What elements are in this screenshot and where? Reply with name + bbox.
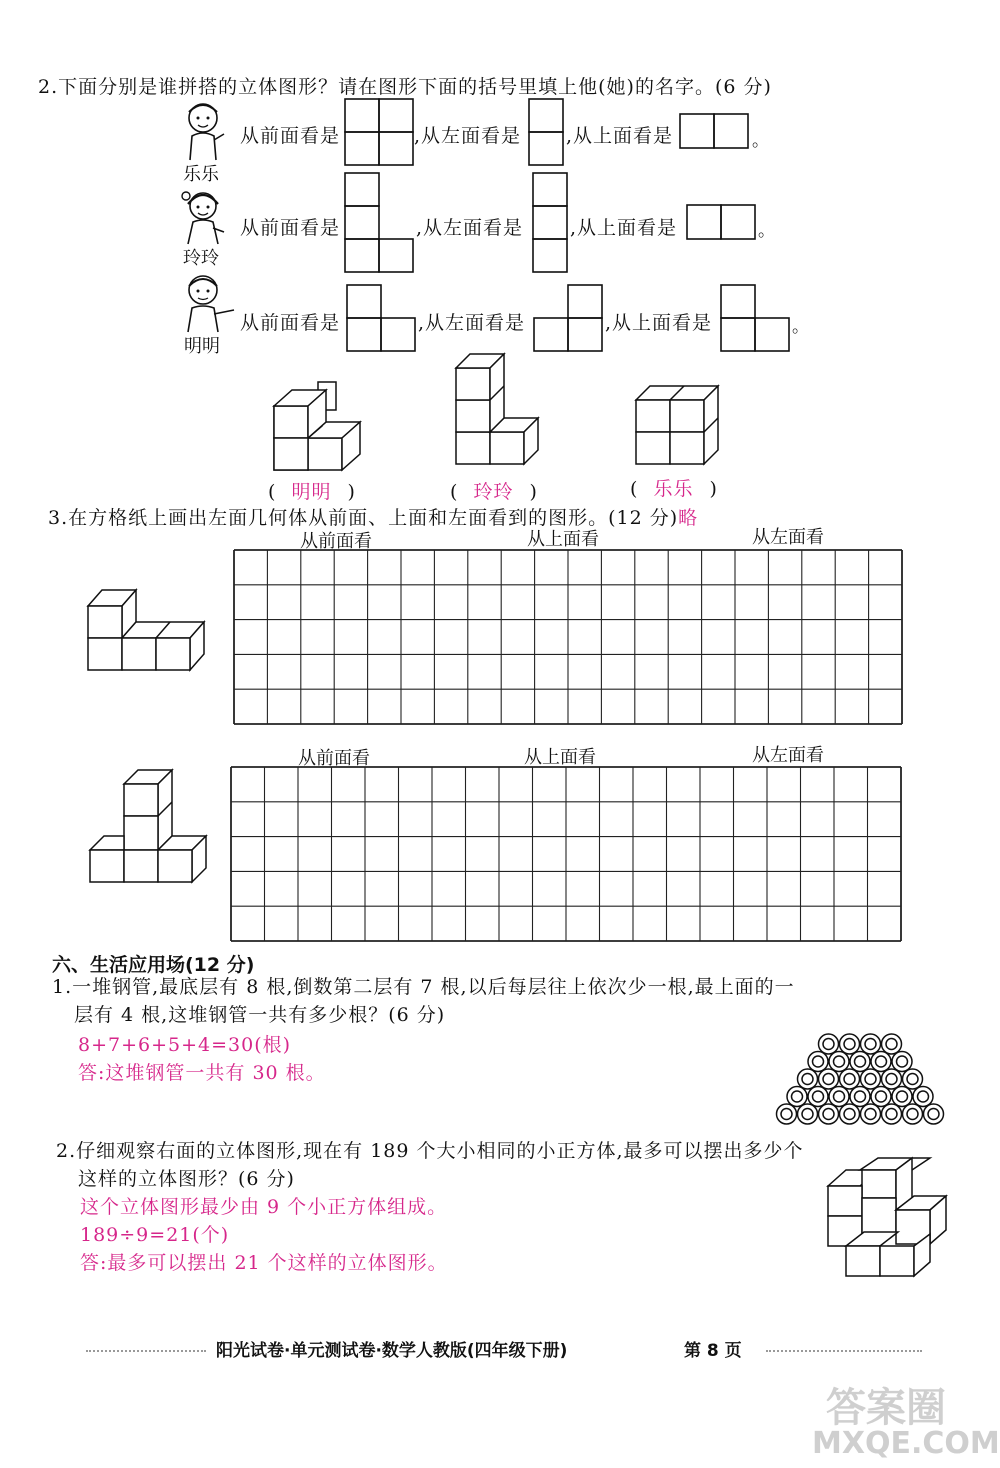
paren-close: ) [529, 481, 537, 503]
grid1-label-left: 从左面看 [752, 527, 824, 548]
s6-q1-answer-1: 8+7+6+5+4=30(根) [78, 1034, 292, 1056]
watermark-logo: 答案圈 [826, 1385, 946, 1431]
q3-shape-1 [86, 586, 206, 672]
steel-pipe [850, 1052, 870, 1072]
steel-pipe [924, 1104, 944, 1124]
steel-pipe [882, 1069, 902, 1089]
mingming-front-view [346, 284, 418, 356]
footer-dots-right [766, 1350, 922, 1352]
steel-pipe [819, 1069, 839, 1089]
lingling-left-label: ,从左面看是 [416, 217, 524, 239]
s6-q2-answer-3: 答:最多可以摆出 21 个这样的立体图形。 [80, 1252, 448, 1274]
steel-pipe [829, 1052, 849, 1072]
s6-q2-line1: 2.仔细观察右面的立体图形,现在有 189 个大小相同的小正方体,最多可以摆出多少个 [56, 1140, 804, 1162]
steel-pipe [861, 1034, 881, 1054]
lele-front-label: 从前面看是 [240, 125, 341, 147]
grid2-label-front: 从前面看 [298, 748, 370, 769]
footer-text: 阳光试卷·单元测试卷·数学人教版(四年级下册) [216, 1341, 568, 1361]
lingling-front-view [344, 172, 416, 276]
child-lingling-icon [178, 188, 228, 246]
grid1-label-front: 从前面看 [300, 531, 372, 552]
mingming-left-view [533, 284, 605, 356]
q3-title [48, 503, 698, 530]
steel-pipe [808, 1052, 828, 1072]
name-lingling: 玲玲 [183, 248, 219, 269]
steel-pipe [798, 1069, 818, 1089]
paren-close: ) [709, 478, 717, 500]
s6-q2-answer-1: 这个立体图形最少由 9 个小正方体组成。 [80, 1196, 448, 1218]
steel-pipe [861, 1104, 881, 1124]
steel-pipe [871, 1087, 891, 1107]
lele-top-label: ,从上面看是 [566, 125, 674, 147]
name-lele: 乐乐 [183, 164, 219, 185]
s6-q1-line1: 1.一堆钢管,最底层有 8 根,倒数第二层有 7 根,以后每层往上依次少一根,最上面的一 [52, 976, 795, 998]
mingming-front-label: 从前面看是 [240, 312, 341, 334]
lingling-front-label: 从前面看是 [240, 217, 341, 239]
steel-pipe [903, 1069, 923, 1089]
steel-pipe [861, 1069, 881, 1089]
q6-2-cube-figure [826, 1158, 950, 1278]
answer-shape-a [268, 477, 355, 504]
steel-pipe [840, 1034, 860, 1054]
steel-pipe-pile [770, 1018, 950, 1128]
steel-pipe [850, 1087, 870, 1107]
lele-end: 。 [752, 131, 769, 151]
paren-open: ( [450, 481, 458, 503]
steel-pipe [840, 1069, 860, 1089]
lele-top-view [679, 113, 751, 151]
grid1-label-top: 从上面看 [527, 529, 599, 550]
steel-pipe [903, 1104, 923, 1124]
lele-left-view [528, 98, 566, 168]
mingming-end: 。 [792, 317, 809, 337]
steel-pipe [819, 1034, 839, 1054]
steel-pipe [798, 1104, 818, 1124]
answer-name-b: 玲玲 [473, 481, 514, 503]
lingling-end: 。 [758, 221, 775, 241]
steel-pipe [840, 1104, 860, 1124]
q3-answer-mark: 略 [678, 507, 699, 529]
drawing-grid-1 [233, 549, 903, 725]
lingling-top-label: ,从上面看是 [570, 217, 678, 239]
name-mingming: 明明 [184, 336, 220, 357]
lingling-top-view [686, 204, 758, 242]
s6-q1-line2: 层有 4 根,这堆钢管一共有多少根？(6 分) [74, 1004, 446, 1026]
answer-shape-c [630, 474, 717, 501]
answer-shape-b [450, 477, 537, 504]
steel-pipe [892, 1052, 912, 1072]
drawing-grid-2 [230, 766, 902, 942]
steel-pipe [819, 1104, 839, 1124]
lingling-left-view [532, 172, 570, 276]
watermark-url: MXQE.COM [812, 1426, 1000, 1461]
section6-heading: 六、生活应用场(12 分) [52, 954, 255, 976]
shape-a-3d [270, 380, 362, 474]
lele-left-label: ,从左面看是 [414, 125, 522, 147]
child-lele-icon [178, 100, 228, 162]
q3-title-text: 3.在方格纸上画出左面几何体从前面、上面和左面看到的图形。(12 分) [48, 507, 679, 529]
q3-shape-2 [88, 766, 210, 886]
lele-front-view [344, 98, 416, 168]
mingming-left-label: ,从左面看是 [418, 312, 526, 334]
mingming-top-label: ,从上面看是 [605, 312, 713, 334]
shape-c-3d [632, 384, 722, 470]
steel-pipe [882, 1104, 902, 1124]
paren-open: ( [268, 481, 276, 503]
shape-b-3d [452, 352, 542, 470]
steel-pipe [787, 1087, 807, 1107]
footer-page-number: 第 8 页 [684, 1341, 742, 1361]
s6-q2-line2: 这样的立体图形？(6 分) [78, 1168, 295, 1190]
paren-open: ( [630, 478, 638, 500]
child-mingming-icon [178, 272, 238, 334]
steel-pipe [777, 1104, 797, 1124]
answer-name-c: 乐乐 [653, 478, 694, 500]
steel-pipe [871, 1052, 891, 1072]
grid2-label-top: 从上面看 [524, 747, 596, 768]
grid2-label-left: 从左面看 [752, 745, 824, 766]
steel-pipe [829, 1087, 849, 1107]
q2-title: 2.下面分别是谁拼搭的立体图形？请在图形下面的括号里填上他(她)的名字。(6 分) [38, 76, 772, 98]
s6-q2-answer-2: 189÷9=21(个) [80, 1224, 230, 1246]
s6-q1-answer-2: 答:这堆钢管一共有 30 根。 [78, 1062, 326, 1084]
steel-pipe [892, 1087, 912, 1107]
footer-dots-left [86, 1350, 206, 1352]
steel-pipe [882, 1034, 902, 1054]
mingming-top-view [720, 284, 792, 356]
steel-pipe [913, 1087, 933, 1107]
paren-close: ) [347, 481, 355, 503]
answer-name-a: 明明 [291, 481, 332, 503]
steel-pipe [808, 1087, 828, 1107]
